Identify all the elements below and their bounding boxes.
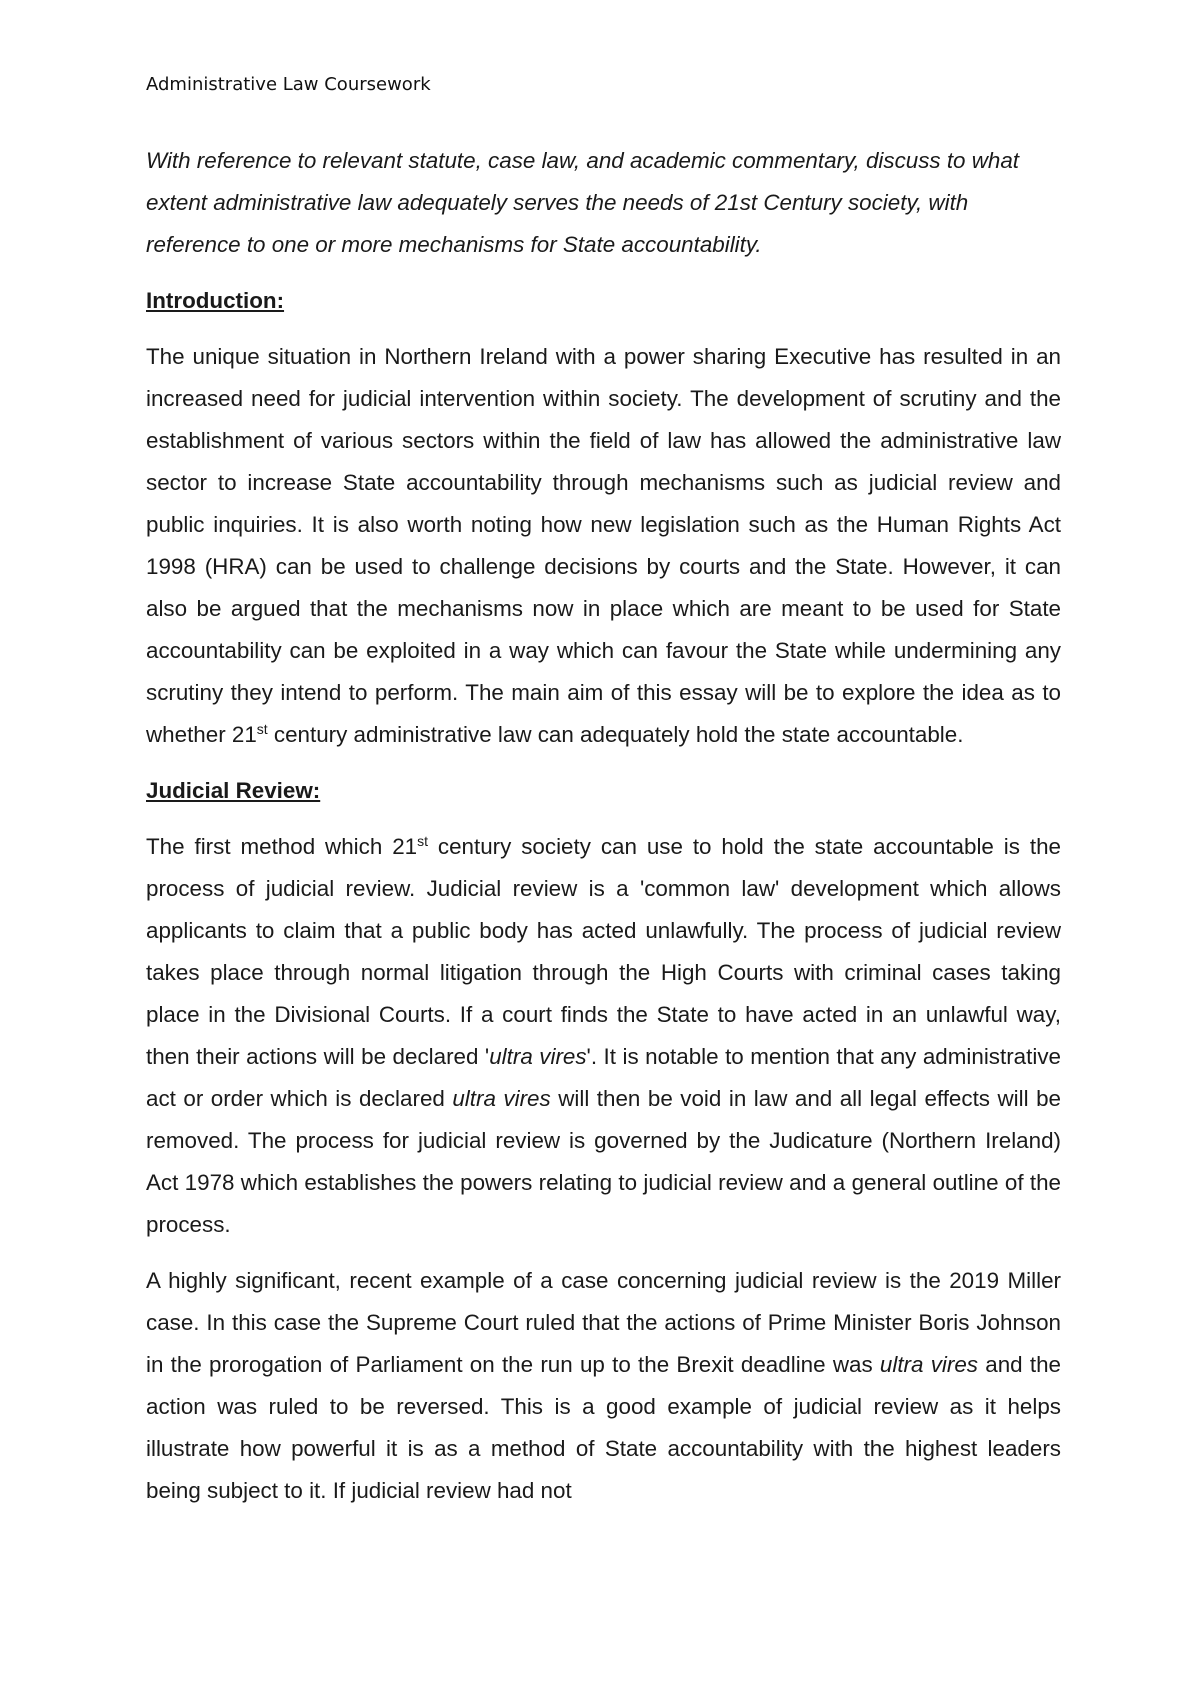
- judicial-review-paragraph-1: The first method which 21st century society can use to hold the state accountable is the process of judicial review. Judicial review is a 'common law' development which allows applicants to claim that a public body has acted unlawfully. The process of judicial review takes place through normal litigation through the High Courts with criminal cases taking place in the Divisional Courts. If a court finds the State to have acted in an unlawful way, then their actions will be declared 'ultra vires'. It is notable to mention that any administrative act or order which is declared ultra vires will then be void in law and all legal effects will be removed. The process for judicial review is governed by the Judicature (Northern Ireland) Act 1978 which establishes the powers relating to judicial review and a general outline of the process.: [146, 833, 1061, 1237]
- section-heading-judicial-review: Judicial Review:: [146, 778, 321, 803]
- judicial-review-paragraph-2: A highly significant, recent example of a case concerning judicial review is the 2019 Miller case. In this case the Supreme Court ruled that the actions of Prime Minister Boris Johnson in the prorogation of Parliament on the run up to the Brexit deadline was ultra vires and the action was ruled to be reversed. This is a good example of judicial review as it helps illustrate how powerful it is as a method of State accountability with the highest leaders being subject to it. If judicial review had not: [146, 1268, 1061, 1503]
- introduction-paragraph: The unique situation in Northern Ireland with a power sharing Executive has resulted in an increased need for judicial intervention within society. The development of scrutiny and the establishment of various sectors within the field of law has allowed the administrative law sector to increase State accountability through mechanisms such as judicial review and public inquiries. It is also worth noting how new legislation such as the Human Rights Act 1998 (HRA) can be used to challenge decisions by courts and the State. However, it can also be argued that the mechanisms now in place which are meant to be used for State accountability can be exploited in a way which can favour the State while undermining any scrutiny they intend to perform. The main aim of this essay will be to explore the idea as to whether 21st century administrative law can adequately hold the state accountable.: [146, 344, 1061, 747]
- italic-term: ultra vires: [489, 1044, 587, 1069]
- italic-term: ultra vires: [879, 1352, 978, 1377]
- essay-question: With reference to relevant statute, case law, and academic commentary, discuss to what extent administrative law adequately serves the needs of 21st Century society, with reference to one or more mechanisms for State accountability.: [146, 148, 1020, 257]
- document-header: Administrative Law Coursework: [146, 74, 431, 95]
- superscript-st: st: [256, 721, 268, 737]
- section-heading-introduction: Introduction:: [146, 288, 285, 313]
- italic-term: ultra vires: [452, 1086, 551, 1111]
- document-body: [146, 140, 1061, 1526]
- superscript-st: st: [417, 833, 428, 849]
